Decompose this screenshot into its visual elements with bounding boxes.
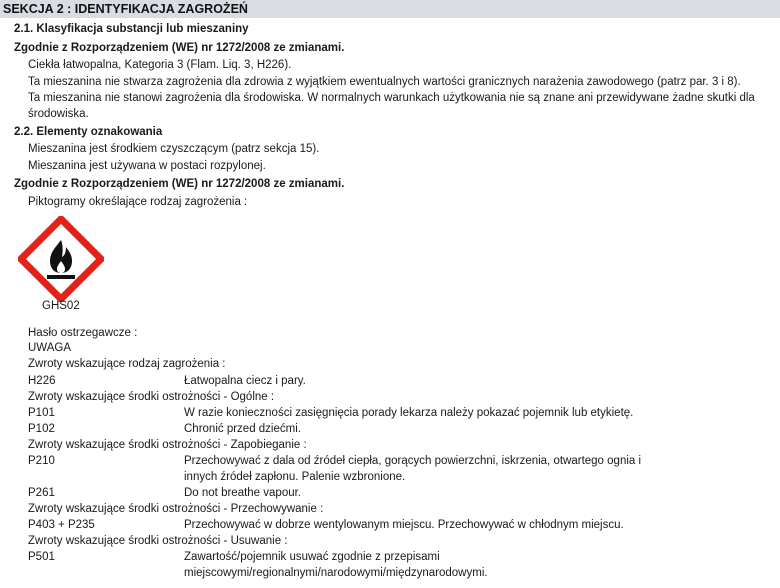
section-header: SEKCJA 2 : IDENTYFIKACJA ZAGROŻEŃ	[0, 0, 780, 18]
p261-code: P261	[28, 487, 55, 499]
p210-text: Przechowywać z dala od źródeł ciepła, gorących powierzchni, iskrzenia, otwartego ognia i	[184, 455, 642, 467]
signal-word: UWAGA	[28, 342, 72, 354]
spray-form-line: Mieszanina jest używana w postaci rozpylonej.	[28, 160, 266, 172]
p403-p235-text: Przechowywać w dobrze wentylowanym miejscu. Przechowywać w chłodnym miejscu.	[184, 519, 624, 531]
pictograms-label: Piktogramy określające rodzaj zagrożenia :	[28, 196, 248, 208]
p501-code: P501	[28, 551, 55, 563]
p501-text-cont: miejscowymi/regionalnymi/narodowymi/międzynarodowymi.	[184, 567, 488, 579]
precaution-disposal-label: Zwroty wskazujące środki ostrożności - Usuwanie :	[28, 535, 288, 547]
environment-hazard-line: Ta mieszanina nie stanowi zagrożenia dla środowiska. W normalnych warunkach użytkowania nie są znane ani przewidywane żadne skutki dla	[28, 92, 755, 104]
signal-word-label: Hasło ostrzegawcze :	[28, 327, 138, 339]
classification-line: Ciekła łatwopalna, Kategoria 3 (Flam. Liq. 3, H226).	[28, 59, 292, 71]
p102-text: Chronić przed dziećmi.	[184, 423, 301, 435]
regulation-heading: Zgodnie z Rozporządzeniem (WE) nr 1272/2008 ze zmianami.	[14, 42, 345, 54]
pictogram-code: GHS02	[42, 300, 80, 312]
precaution-general-label: Zwroty wskazujące środki ostrożności - Ogólne :	[28, 391, 275, 403]
p210-code: P210	[28, 455, 55, 467]
cleaning-agent-line: Mieszanina jest środkiem czyszczącym (patrz sekcja 15).	[28, 143, 320, 155]
subsection-heading-2-2: 2.2. Elementy oznakowania	[14, 126, 163, 138]
environment-hazard-line-cont: środowiska.	[28, 108, 89, 120]
hazard-statements-label: Zwroty wskazujące rodzaj zagrożenia :	[28, 358, 226, 370]
p403-p235-code: P403 + P235	[28, 519, 95, 531]
flame-icon	[18, 216, 104, 302]
p501-text: Zawartość/pojemnik usuwać zgodnie z przepisami	[184, 551, 440, 563]
h226-text: Łatwopalna ciecz i pary.	[184, 375, 306, 387]
h226-code: H226	[28, 375, 56, 387]
health-hazard-line: Ta mieszanina nie stwarza zagrożenia dla zdrowia z wyjątkiem ewentualnych wartości granicznych narażenia zawodowego (patrz par. 3 i 8).	[28, 76, 741, 88]
ghs02-pictogram	[18, 216, 104, 302]
p210-text-cont: innych źródeł zapłonu. Palenie wzbronione.	[184, 471, 406, 483]
subsection-heading-2-1: 2.1. Klasyfikacja substancji lub mieszaniny	[14, 23, 249, 35]
precaution-storage-label: Zwroty wskazujące środki ostrożności - Przechowywanie :	[28, 503, 324, 515]
p261-text: Do not breathe vapour.	[184, 487, 301, 499]
precaution-prevention-label: Zwroty wskazujące środki ostrożności - Zapobieganie :	[28, 439, 307, 451]
p101-text: W razie konieczności zasięgnięcia porady lekarza należy pokazać pojemnik lub etykietę.	[184, 407, 634, 419]
regulation-heading-2: Zgodnie z Rozporządzeniem (WE) nr 1272/2008 ze zmianami.	[14, 178, 345, 190]
p102-code: P102	[28, 423, 55, 435]
p101-code: P101	[28, 407, 55, 419]
